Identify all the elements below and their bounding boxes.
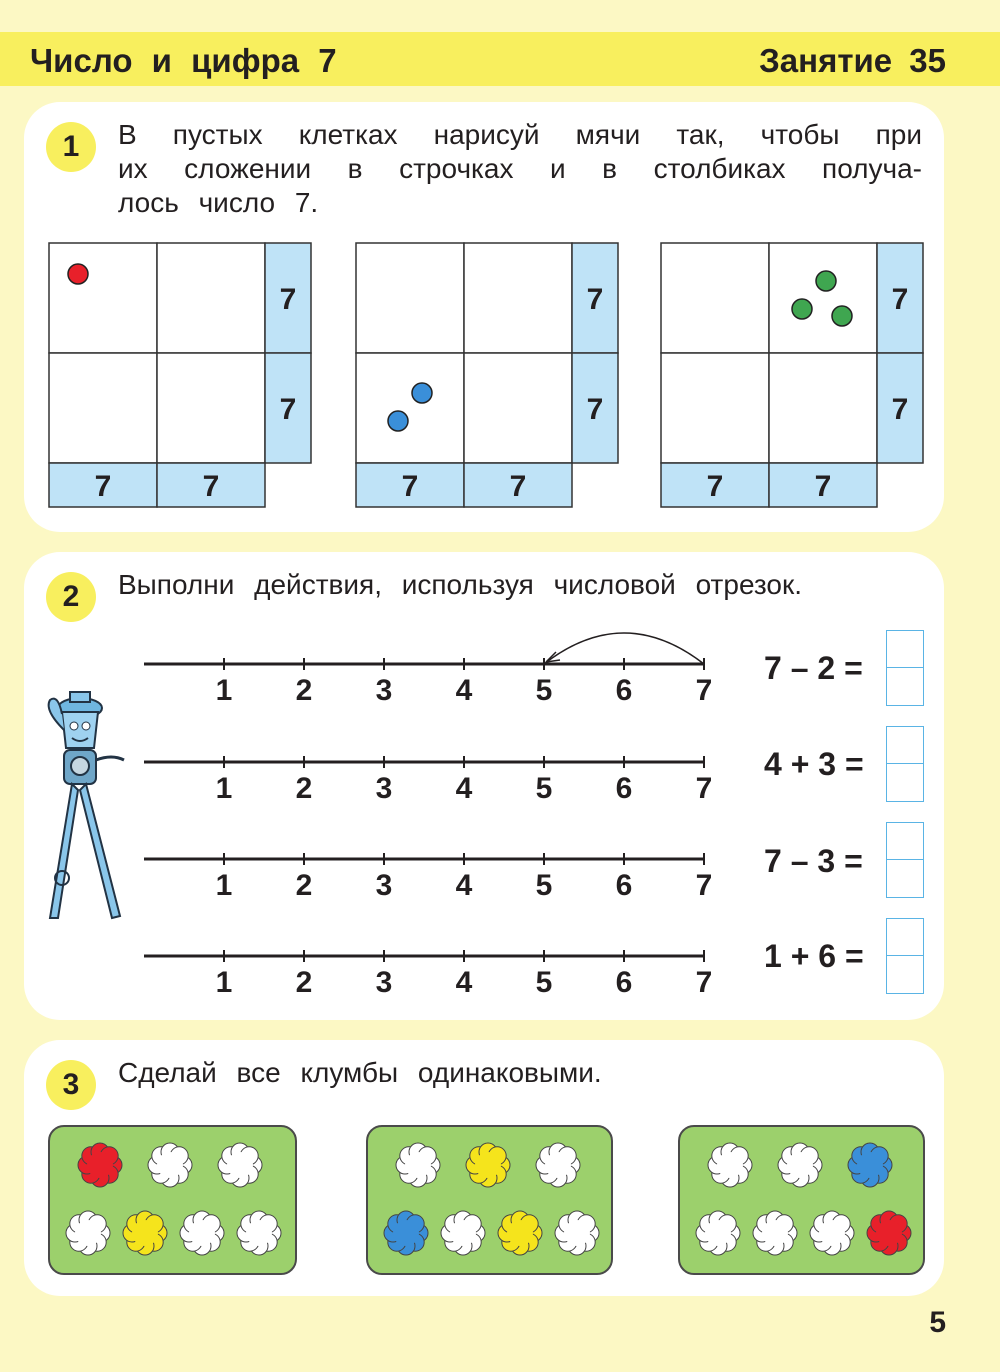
answer-box-4[interactable] [886, 918, 924, 994]
equation-3: 7 – 3 = [764, 843, 863, 879]
answer-box-3[interactable] [886, 822, 924, 898]
tick-label: 4 [455, 966, 473, 999]
lesson-label: Занятие 35 [759, 42, 946, 79]
task-1-number: 1 [46, 122, 96, 172]
flower-icon [778, 1143, 822, 1187]
task-1-line-1: В пустых клетках нарисуй мячи так, чтобы при [118, 119, 922, 150]
empty-cell[interactable] [769, 353, 877, 463]
flower-icon [396, 1143, 440, 1187]
tick-label: 1 [215, 674, 233, 707]
empty-cell[interactable] [49, 353, 157, 463]
flowerbed-1 [48, 1125, 297, 1275]
tick-label: 5 [535, 966, 553, 999]
row-sum-value: 7 [279, 393, 297, 426]
ball-grid-1 [48, 242, 312, 508]
flower-icon [696, 1211, 740, 1255]
flower-icon [78, 1143, 122, 1187]
task-1-text [118, 118, 922, 220]
flower-icon [441, 1211, 485, 1255]
flower-icon [237, 1211, 281, 1255]
page-number: 5 [929, 1306, 946, 1339]
tick-label: 1 [215, 966, 233, 999]
empty-cell[interactable] [661, 243, 769, 353]
ball [792, 299, 812, 319]
empty-cell[interactable] [661, 353, 769, 463]
empty-cell[interactable] [356, 353, 464, 463]
ball [68, 264, 88, 284]
task-3-text: Сделай все клумбы одинаковыми. [118, 1057, 602, 1088]
answer-box-2[interactable] [886, 726, 924, 802]
col-sum-value: 7 [706, 470, 724, 503]
tick-label: 5 [535, 869, 553, 902]
col-sum-value: 7 [814, 470, 832, 503]
empty-cell[interactable] [157, 243, 265, 353]
tick-label: 3 [375, 674, 393, 707]
task-1-line-3: лось число 7. [118, 187, 319, 218]
header-bar [0, 32, 1000, 86]
col-sum-value: 7 [202, 470, 220, 503]
flower-icon [848, 1143, 892, 1187]
flower-icon [708, 1143, 752, 1187]
col-sum-value: 7 [94, 470, 112, 503]
flower-icon [555, 1211, 599, 1255]
tick-label: 7 [695, 772, 713, 805]
row-sum-value: 7 [586, 393, 604, 426]
empty-cell[interactable] [464, 243, 572, 353]
flowerbed-3 [678, 1125, 925, 1275]
row-sum-value: 7 [279, 283, 297, 316]
tick-label: 3 [375, 772, 393, 805]
number-lines [120, 620, 720, 1000]
tick-label: 2 [295, 966, 313, 999]
flower-icon [498, 1211, 542, 1255]
tick-label: 2 [295, 869, 313, 902]
flower-icon [810, 1211, 854, 1255]
task-1-line-2: их сложении в строчках и в столбиках получа- [118, 153, 922, 184]
task-2-number: 2 [46, 572, 96, 622]
row-sum-value: 7 [891, 393, 909, 426]
flowerbed-2 [366, 1125, 613, 1275]
equation-2: 4 + 3 = [764, 746, 864, 782]
flowerbed-3-flowers [680, 1127, 923, 1273]
flower-icon [753, 1211, 797, 1255]
flower-icon [867, 1211, 911, 1255]
empty-cell[interactable] [49, 243, 157, 353]
tick-label: 5 [535, 674, 553, 707]
empty-cell[interactable] [157, 353, 265, 463]
flower-icon [66, 1211, 110, 1255]
equation-1: 7 – 2 = [764, 650, 863, 686]
flowerbed-2-flowers [368, 1127, 611, 1273]
tick-label: 6 [615, 674, 633, 707]
tick-label: 4 [455, 772, 473, 805]
equation-4: 1 + 6 = [764, 938, 864, 974]
tick-label: 6 [615, 772, 633, 805]
row-sum-value: 7 [586, 283, 604, 316]
tick-label: 3 [375, 966, 393, 999]
tick-label: 6 [615, 966, 633, 999]
col-sum-value: 7 [509, 470, 527, 503]
ball [832, 306, 852, 326]
empty-cell[interactable] [464, 353, 572, 463]
page-title: Число и цифра 7 [30, 42, 337, 79]
ball [388, 411, 408, 431]
flower-icon [218, 1143, 262, 1187]
col-sum-value: 7 [401, 470, 419, 503]
tick-label: 7 [695, 674, 713, 707]
flower-icon [466, 1143, 510, 1187]
tick-label: 5 [535, 772, 553, 805]
task-3-number: 3 [46, 1060, 96, 1110]
flower-icon [536, 1143, 580, 1187]
ball [412, 383, 432, 403]
tick-label: 1 [215, 772, 233, 805]
tick-label: 1 [215, 869, 233, 902]
flower-icon [180, 1211, 224, 1255]
ball-grid-2 [355, 242, 619, 508]
tick-label: 2 [295, 674, 313, 707]
row-sum-value: 7 [891, 283, 909, 316]
tick-label: 6 [615, 869, 633, 902]
ball [816, 271, 836, 291]
tick-label: 4 [455, 869, 473, 902]
tick-label: 3 [375, 869, 393, 902]
flowerbed-1-flowers [50, 1127, 295, 1273]
task-2-text: Выполни действия, используя числовой отрезок. [118, 569, 803, 600]
flower-icon [148, 1143, 192, 1187]
answer-box-1[interactable] [886, 630, 924, 706]
flower-icon [123, 1211, 167, 1255]
ball-grid-3 [660, 242, 924, 508]
tick-label: 7 [695, 869, 713, 902]
tick-label: 4 [455, 674, 473, 707]
flower-icon [384, 1211, 428, 1255]
tick-label: 2 [295, 772, 313, 805]
tick-label: 7 [695, 966, 713, 999]
empty-cell[interactable] [356, 243, 464, 353]
empty-cell[interactable] [769, 243, 877, 353]
